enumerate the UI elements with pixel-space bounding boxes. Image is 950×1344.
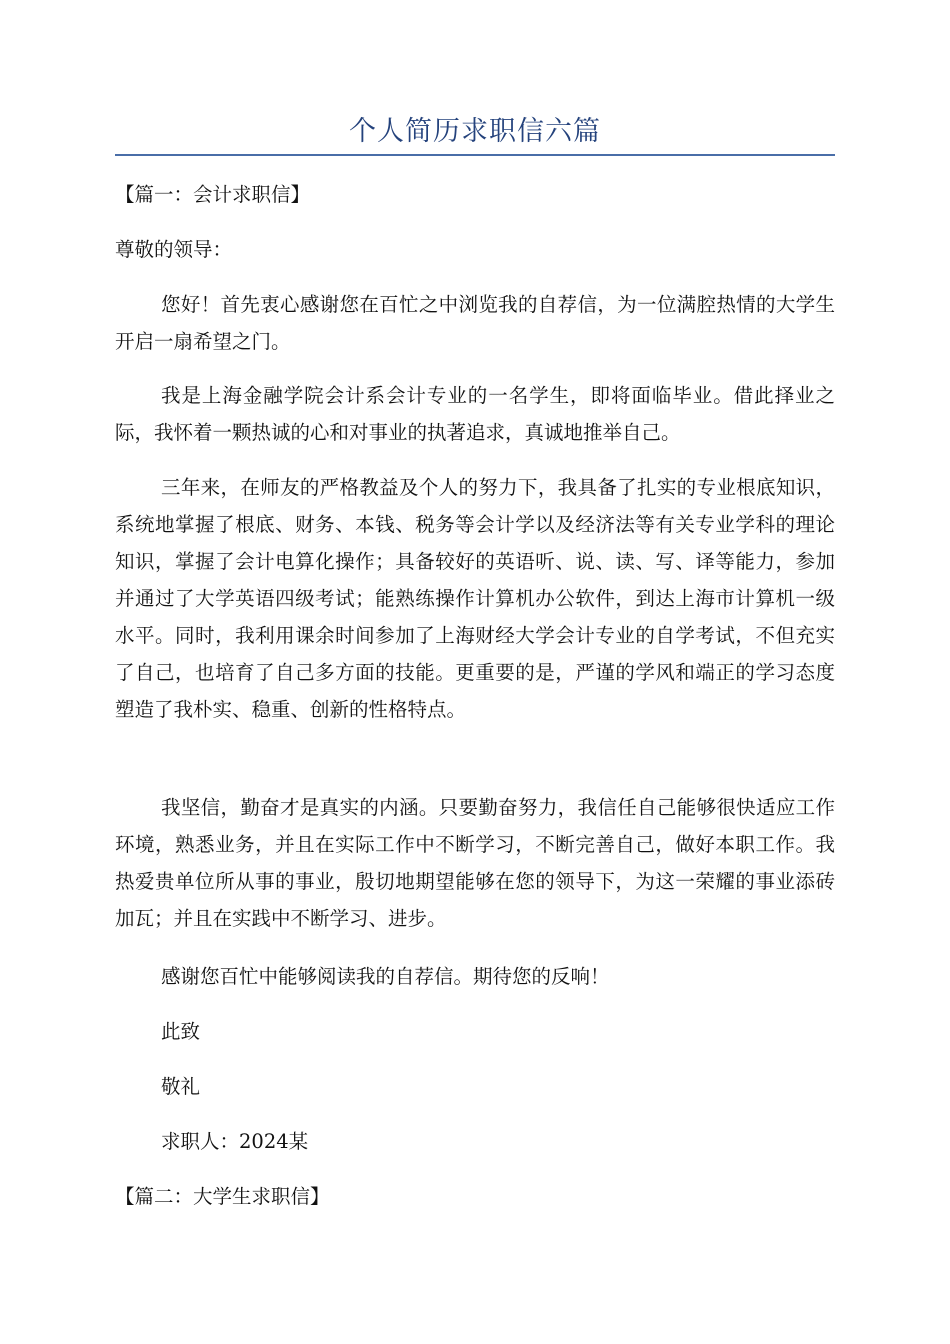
signature: 求职人：2024某 <box>161 1130 309 1153</box>
salutation: 尊敬的领导： <box>115 238 233 261</box>
paragraph-greeting: 您好！首先衷心感谢您在百忙之中浏览我的自荐信，为一位满腔热情的大学生开启一扇希望之门。 <box>115 293 835 353</box>
section-heading-1: 【篇一：会计求职信】 <box>115 183 311 206</box>
paragraph-thanks: 感谢您百忙中能够阅读我的自荐信。期待您的反响！ <box>161 965 610 988</box>
paragraph-qualifications: 三年来，在师友的严格教益及个人的努力下，我具备了扎实的专业根底知识，系统地掌握了根底、财务、本钱、税务等会计学以及经济法等有关专业学科的理论知识，掌握了会计电算化操作；具备较好的英语听、说、读、写、译等能力，参加并通过了大学英语四级考试；能熟练操作计算机办公软件，到达上海市计算机一级水平。同时，我利用课余时间参加了上海财经大学会计专业的自学考试，不但充实了自己，也培育了自己多方面的技能。更重要的是，严谨的学风和端正的学习态度塑造了我朴实、稳重、创新的性格特点。 <box>115 476 835 721</box>
closing-cizhi: 此致 <box>161 1020 201 1043</box>
closing-jingli: 敬礼 <box>161 1075 201 1098</box>
paragraph-commitment: 我坚信，勤奋才是真实的内涵。只要勤奋努力，我信任自己能够很快适应工作环境，熟悉业务，并且在实际工作中不断学习，不断完善自己，做好本职工作。我热爱贵单位所从事的事业，殷切地期望能够在您的领导下，为这一荣耀的事业添砖加瓦；并且在实践中不断学习、进步。 <box>115 796 835 930</box>
title-underline <box>115 154 835 156</box>
document-title: 个人简历求职信六篇 <box>349 116 601 147</box>
paragraph-introduction: 我是上海金融学院会计系会计专业的一名学生，即将面临毕业。借此择业之际，我怀着一颗热诚的心和对事业的执著追求，真诚地推举自己。 <box>115 384 835 444</box>
section-heading-2: 【篇二：大学生求职信】 <box>115 1185 330 1208</box>
